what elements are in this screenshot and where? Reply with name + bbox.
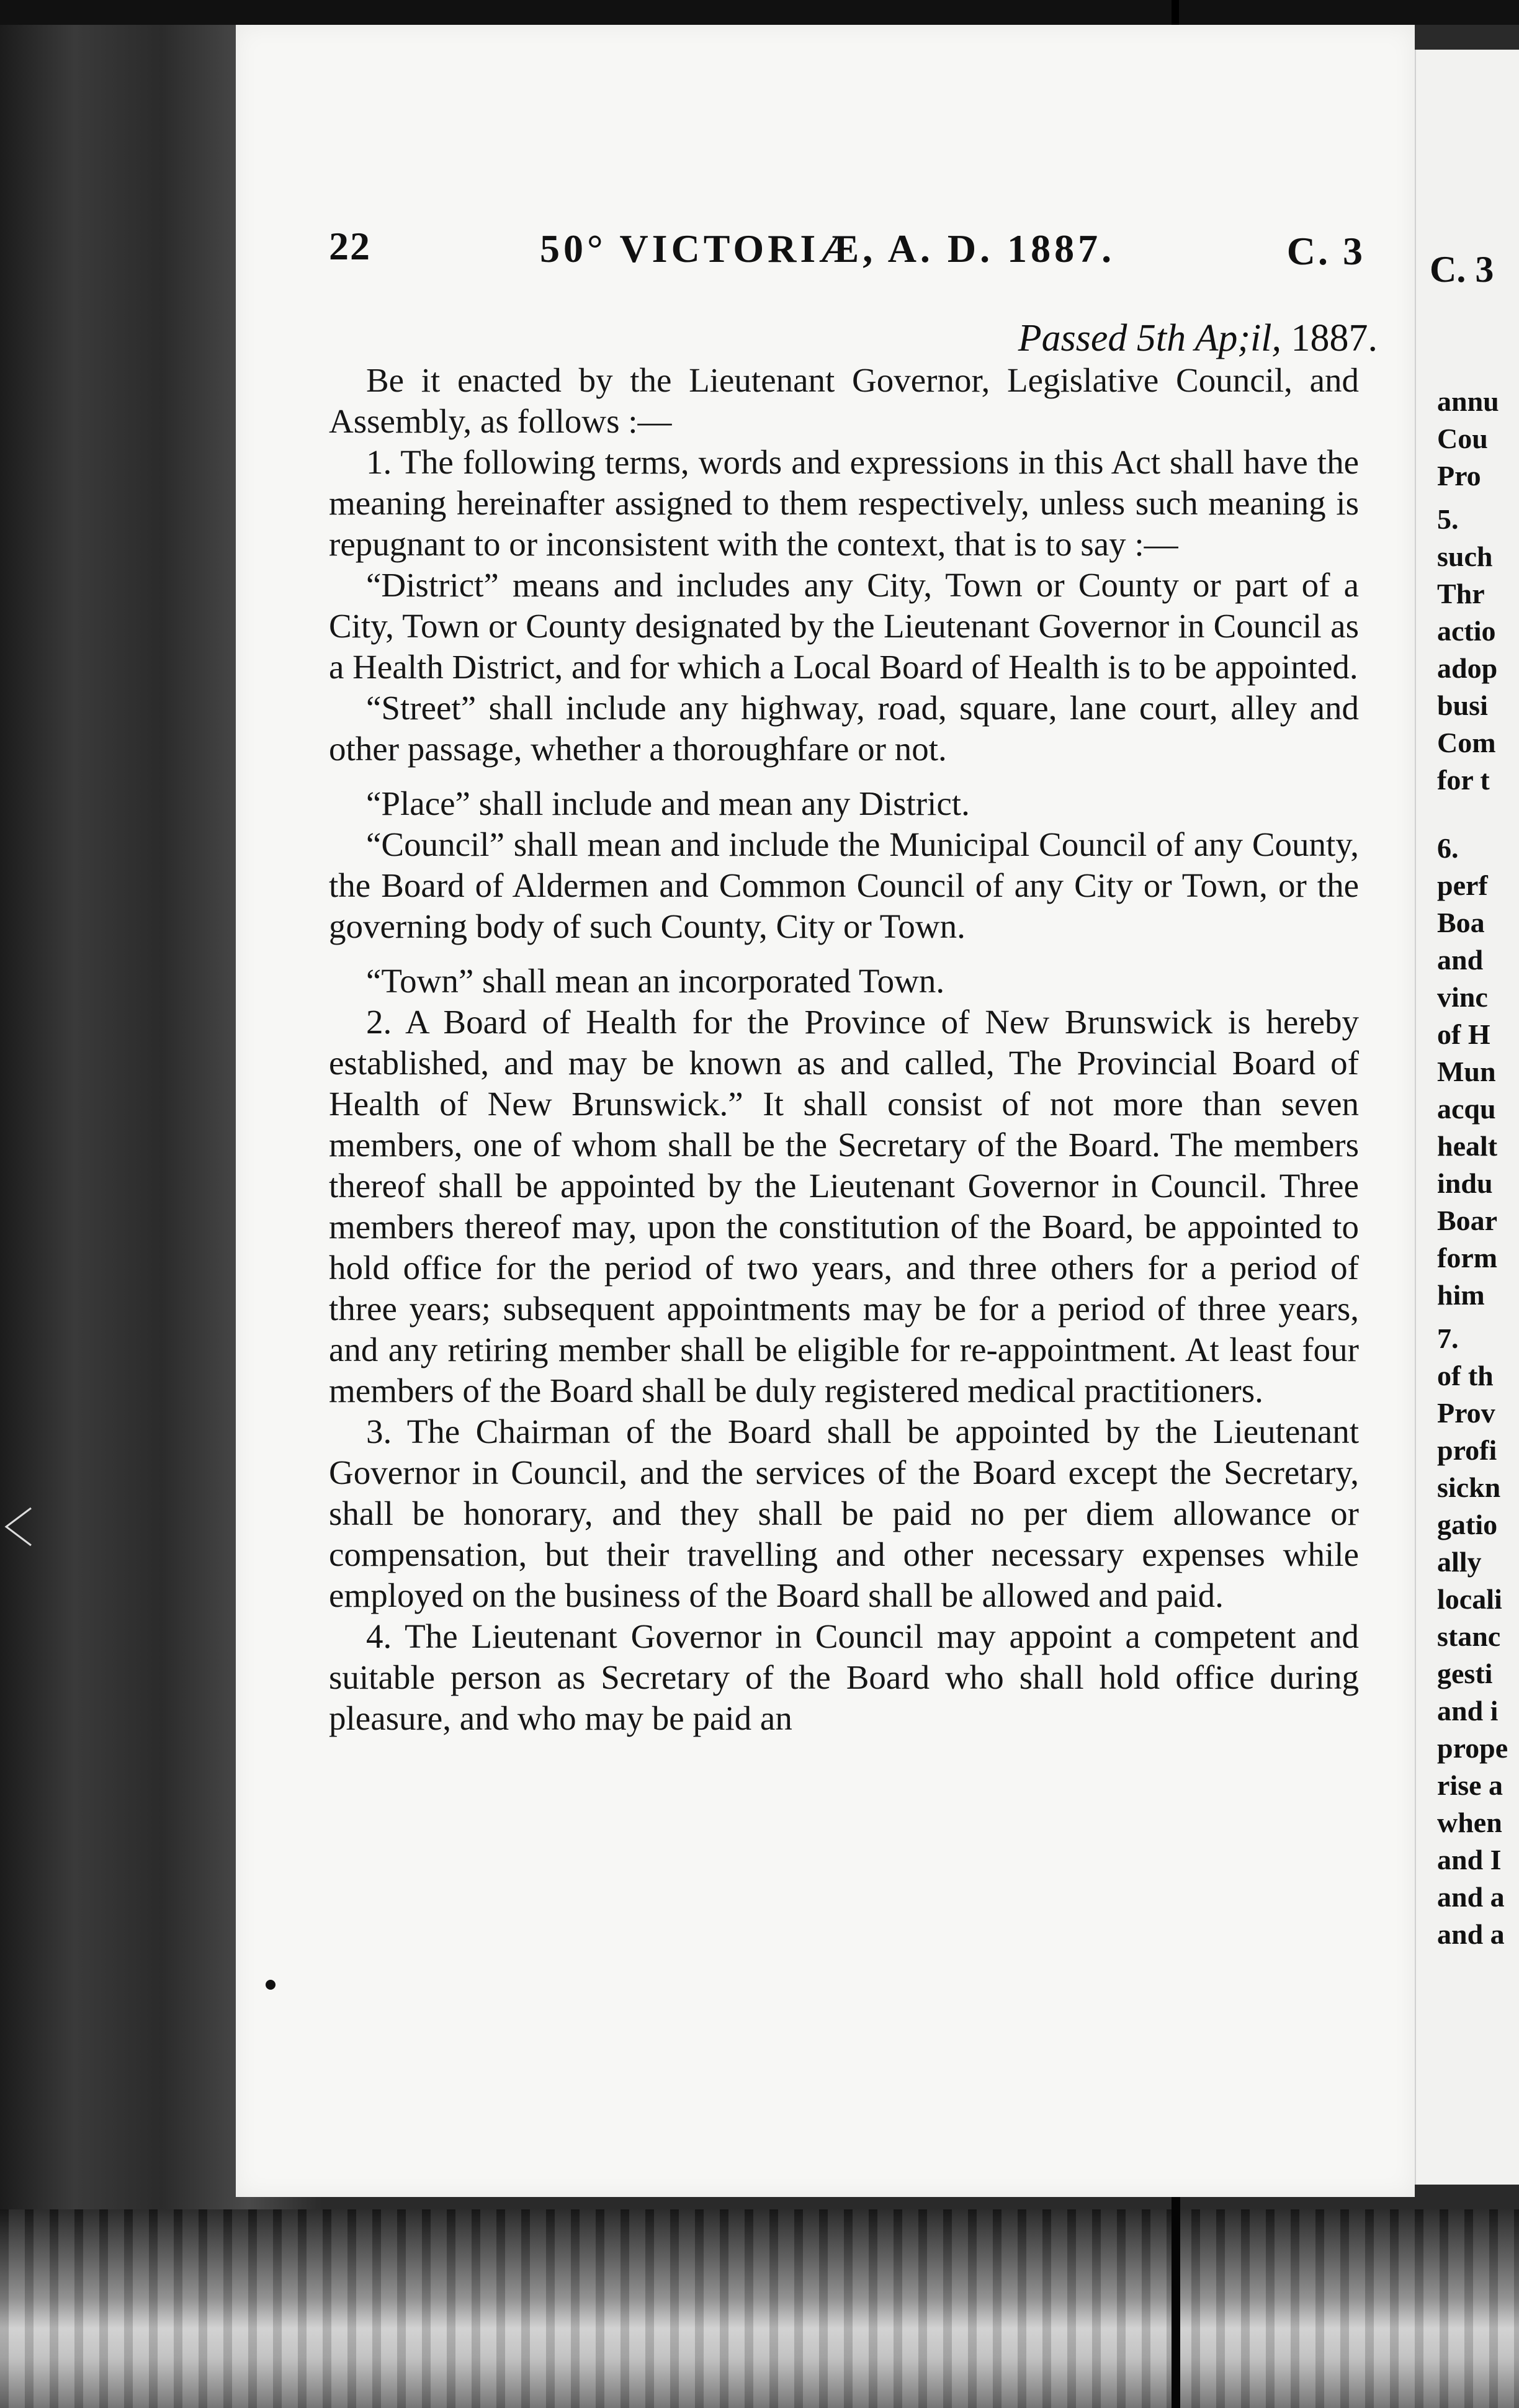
- adjacent-page-line: when: [1437, 1807, 1502, 1838]
- adjacent-page-line: gatio: [1437, 1509, 1498, 1540]
- adjacent-page-line: locali: [1437, 1583, 1502, 1615]
- adjacent-page-line: and: [1437, 944, 1484, 976]
- definition-street: “Street” shall include any highway, road, square, lane court, alley and other passage, whether a thoroughfare or not.: [329, 689, 1359, 768]
- adjacent-page-line: Boar: [1437, 1205, 1498, 1236]
- section-4: 4. The Lieutenant Governor in Council may appoint a competent and suitable person as Secretary of the Board who shall hold office during pleasure, and who may be paid an: [329, 1617, 1359, 1737]
- enacting-clause: Be it enacted by the Lieutenant Governor, Legislative Council, and Assembly, as follows :—: [329, 361, 1359, 440]
- page-number: 22: [329, 224, 371, 268]
- adjacent-page-line: Prov: [1437, 1397, 1495, 1429]
- scanner-bottom-stripes: [0, 2209, 1519, 2408]
- adjacent-page-line: indu: [1437, 1167, 1493, 1199]
- passed-date-label: Passed 5th Ap;il,: [1018, 317, 1281, 359]
- adjacent-page-line: and I: [1437, 1844, 1502, 1876]
- adjacent-page-line: rise a: [1437, 1769, 1503, 1801]
- definition-place: “Place” shall include and mean any District.: [366, 784, 970, 822]
- passed-date-year: 1887.: [1291, 317, 1378, 359]
- document-page: [236, 25, 1415, 2197]
- adjacent-page-line: healt: [1437, 1130, 1498, 1162]
- adjacent-page-line: him: [1437, 1279, 1485, 1311]
- adjacent-page-line: acqu: [1437, 1093, 1496, 1125]
- chapter-number: C. 3: [1286, 229, 1365, 273]
- adjacent-page-line: perf: [1437, 869, 1488, 901]
- adjacent-page-line: and a: [1437, 1918, 1505, 1950]
- adjacent-page-line: for t: [1437, 764, 1490, 796]
- section-1: 1. The following terms, words and expressions in this Act shall have the meaning hereinafter assigned to them respectively, unless such meaning is repugnant to or inconsistent with the context, that is to say :—: [329, 443, 1359, 563]
- adjacent-page-line: vinc: [1437, 981, 1488, 1013]
- page-header: [329, 223, 1378, 285]
- section-2: 2. A Board of Health for the Province of New Brunswick is hereby established, and may be known as and called, The Provincial Board of Health of New Brunswick.” It shall consist of not more than seven members, one of whom shall be the Secretary of the Board. The members thereof shall be appointed by the Lieutenant Governor in Council. Three members thereof may, upon the constitution of the Board, be appointed to hold office for the period of two years, and three others for a period of three years; subsequent appointments may be for a period of three years, and any retiring member shall be eligible for re-appointment. At least four members of the Board shall be duly registered medical practitioners.: [329, 1003, 1359, 1409]
- adjacent-page-line: gesti: [1437, 1658, 1493, 1689]
- adjacent-page-line: such: [1437, 541, 1493, 572]
- adjacent-page-line: of H: [1437, 1018, 1490, 1050]
- adjacent-page-header: C. 3: [1430, 249, 1494, 290]
- adjacent-page-line: Com: [1437, 727, 1496, 758]
- top-border: [0, 0, 1519, 25]
- adjacent-page-line: busi: [1437, 690, 1488, 721]
- adjacent-page-line: ally: [1437, 1546, 1482, 1578]
- adjacent-page-line: Pro: [1437, 460, 1481, 492]
- adjacent-page-line: Boa: [1437, 907, 1485, 938]
- adjacent-page-edge: [1415, 50, 1519, 2185]
- adjacent-page-line: of th: [1437, 1360, 1494, 1391]
- adjacent-page-line: actio: [1437, 615, 1496, 647]
- adjacent-page-line: 7.: [1437, 1323, 1459, 1354]
- adjacent-page-line: 5.: [1437, 503, 1459, 535]
- adjacent-page-line: and i: [1437, 1695, 1499, 1727]
- act-body: [329, 360, 1359, 1739]
- section-3: 3. The Chairman of the Board shall be appointed by the Lieutenant Governor in Council, and the services of the Board except the Secretary, shall be honorary, and they shall be paid no per diem allowance or compensation, but their travelling and other necessary expenses while employed on the business of the Board shall be allowed and paid.: [329, 1413, 1359, 1614]
- adjacent-page-line: 6.: [1437, 832, 1459, 864]
- adjacent-page-line: stanc: [1437, 1620, 1501, 1652]
- ink-dot: [266, 1980, 276, 1990]
- margin-tick-mark: [0, 1502, 37, 1552]
- passed-date: [1018, 317, 1378, 361]
- definition-town: “Town” shall mean an incorporated Town.: [366, 962, 945, 1000]
- running-title: 50° VICTORIÆ, A. D. 1887.: [540, 227, 1116, 271]
- adjacent-page-line: profi: [1437, 1434, 1497, 1466]
- adjacent-page-line: Mun: [1437, 1056, 1496, 1087]
- definition-district: “District” means and includes any City, Town or County or part of a City, Town or County designated by the Lieutenant Governor in Council as a Health District, and for which a Local Board of Health is to be appointed.: [329, 566, 1359, 686]
- binding-mark-bottom: [1172, 2197, 1180, 2408]
- adjacent-page-line: prope: [1437, 1732, 1508, 1764]
- adjacent-page-line: Cou: [1437, 423, 1488, 454]
- adjacent-page-line: sickn: [1437, 1471, 1501, 1503]
- adjacent-page-line: Thr: [1437, 578, 1485, 609]
- definition-council: “Council” shall mean and include the Municipal Council of any County, the Board of Aldermen and Common Council of any City or Town, or the governing body of such County, City or Town.: [329, 825, 1359, 945]
- adjacent-page-line: annu: [1437, 385, 1499, 417]
- adjacent-page-line: form: [1437, 1242, 1498, 1274]
- adjacent-page-line: adop: [1437, 652, 1498, 684]
- adjacent-page-line: and a: [1437, 1881, 1505, 1913]
